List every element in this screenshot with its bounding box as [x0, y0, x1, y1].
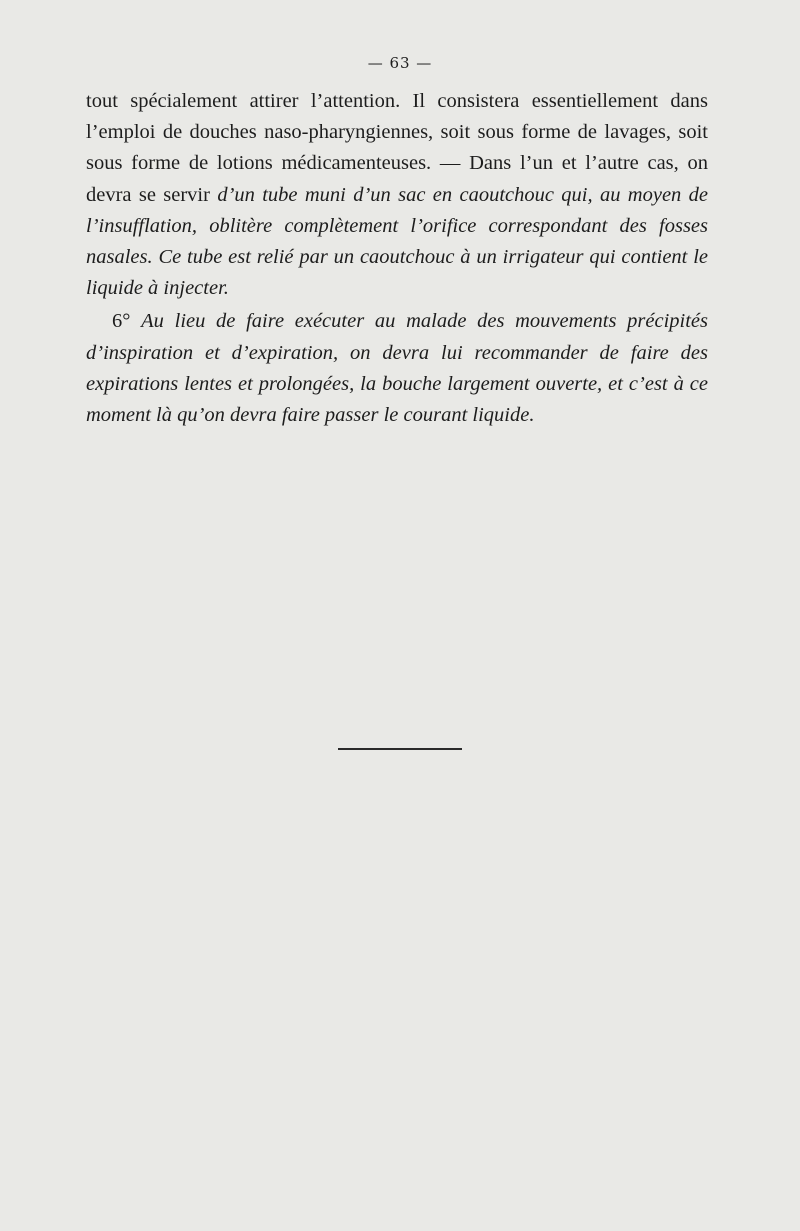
paragraph-1-italic: d’un tube muni d’un sac en caoutchouc qui, au moyen de l’insufflation, oblitère complètement l’orifice correspondant des fosses nasales. Ce tube est relié par un caoutchouc à un irrigateur qui contient le liquide à injecter.	[86, 183, 709, 300]
paragraph-1	[86, 86, 708, 304]
body-text	[86, 86, 708, 431]
paragraph-2-italic: Au lieu de faire exécuter au malade des mouvements précipités d’inspiration et d’expiration, on devra lui recommander de faire des expirations lentes et prolongées, la bouche largement ouverte, et c’est à ce moment là qu’on devra faire passer le courant liquide.	[86, 310, 708, 427]
paragraph-2-lead: 6°	[112, 310, 142, 333]
paragraph-1-text: tout spécialement attirer l’attention. Il consistera essentiellement dans l’emploi de douches naso-pharyngiennes, soit sous forme de lavages, soit sous forme de lotions médicamenteuses. — Dans l’un et l’autre cas, on devra se servir	[86, 90, 708, 206]
paragraph-2	[86, 306, 708, 431]
page-number: — 63 —	[367, 54, 433, 72]
end-rule	[338, 748, 462, 750]
